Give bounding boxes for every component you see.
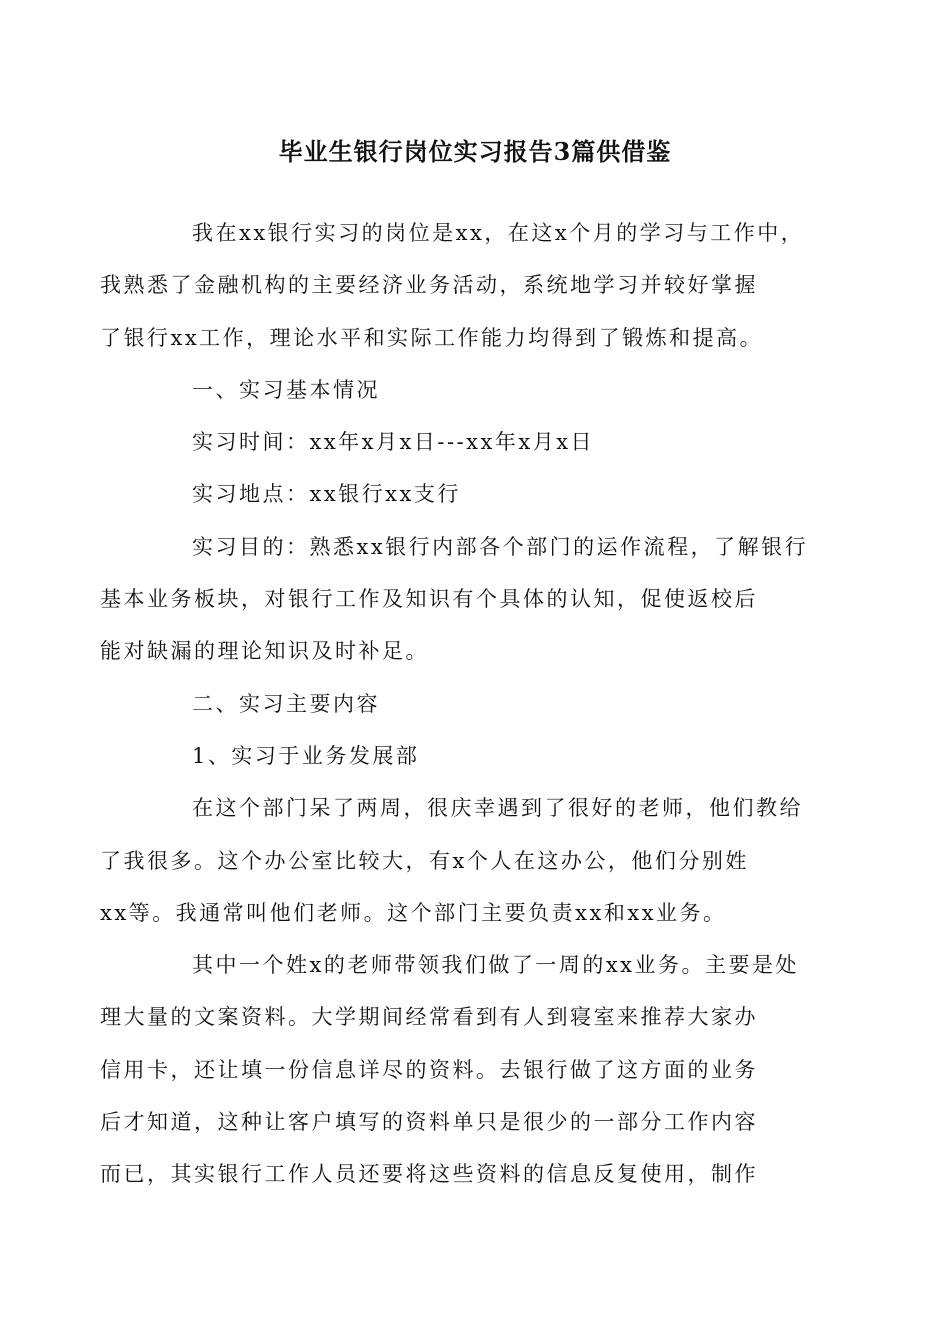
paragraph-line: 了我很多。这个办公室比较大，有x个人在这办公，他们分别姓 (100, 848, 749, 873)
section-heading-basic-info (146, 364, 804, 416)
paragraph-line: 实习目的：熟悉xx银行内部各个部门的运作流程，了解银行 (192, 534, 809, 559)
heading-line: 一、实习基本情况 (192, 377, 380, 402)
paragraph-teacher-work (100, 939, 804, 1200)
subheading-business-dept (146, 730, 804, 782)
paragraph-line: 实习地点：xx银行xx支行 (192, 482, 461, 507)
heading-line: 1、实习于业务发展部 (192, 743, 420, 768)
paragraph-line: xx等。我通常叫他们老师。这个部门主要负责xx和xx业务。 (100, 900, 727, 925)
paragraph-line: 我熟悉了金融机构的主要经济业务活动，系统地学习并较好掌握 (100, 273, 758, 298)
heading-line: 二、实习主要内容 (192, 691, 380, 716)
paragraph-internship-purpose (100, 521, 809, 678)
document-body (100, 207, 809, 1201)
paragraph-line: 在这个部门呆了两周，很庆幸遇到了很好的老师，他们教给 (192, 796, 803, 821)
paragraph-internship-location (146, 468, 804, 520)
paragraph-line: 我在xx银行实习的岗位是xx，在这x个月的学习与工作中， (192, 221, 805, 245)
paragraph-line: 了银行xx工作，理论水平和实际工作能力均得到了锻炼和提高。 (100, 325, 764, 350)
paragraph-line: 理大量的文案资料。大学期间经常看到有人到寝室来推荐大家办 (100, 1005, 758, 1030)
paragraph-line: 后才知道，这种让客户填写的资料单只是很少的一部分工作内容 (100, 1110, 758, 1135)
section-heading-main-content (146, 678, 804, 730)
paragraph-intro (100, 207, 805, 364)
paragraph-dept-experience (100, 782, 804, 939)
paragraph-line: 而已，其实银行工作人员还要将这些资料的信息反复使用，制作 (100, 1162, 758, 1187)
paragraph-line: 实习时间：xx年x月x日---xx年x月x日 (192, 430, 595, 455)
document-title: 毕业生银行岗位实习报告3篇供借鉴 (278, 137, 672, 166)
paragraph-line: 信用卡，还让填一份信息详尽的资料。去银行做了这方面的业务 (100, 1057, 758, 1082)
paragraph-internship-time (146, 416, 804, 468)
paragraph-line: 能对缺漏的理论知识及时补足。 (100, 639, 429, 664)
paragraph-line: 基本业务板块，对银行工作及知识有个具体的认知，促使返校后 (100, 587, 758, 612)
paragraph-line: 其中一个姓x的老师带领我们做了一周的xx业务。主要是处 (192, 953, 800, 978)
